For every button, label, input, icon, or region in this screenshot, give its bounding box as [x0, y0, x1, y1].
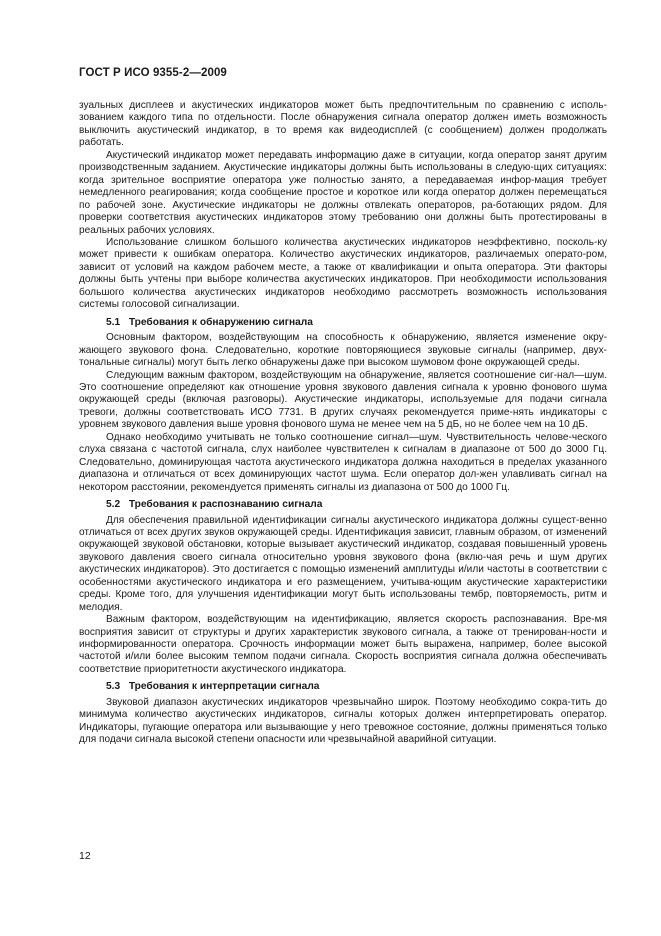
- section-heading-5-1: [79, 317, 607, 329]
- paragraph: Следующим важным фактором, воздействующим на обнаружение, является соотношение сиг-нал—шум. Это соотношение определяют как отношение уровня звукового давления сигнала к уровню фонового шума окружающей среды (включая разговоры). Акустические индикаторы, используемые для подачи сигнала тревоги, должны соответствовать ИСО 7731. В других случаях рекомендуется приме-нять индикаторы с уровнем звукового давления выше уровня фонового шума не менее чем на 5 дБ, но не более чем на 10 дБ.: [79, 369, 607, 431]
- section-heading-5-3: [79, 681, 607, 693]
- paragraph: Основным фактором, воздействующим на способность к обнаружению, является изменение окру-жающего звукового фона. Следовательно, короткие повторяющиеся звуковые сигналы (например, двух-тональные сигналы) могут быть легко обнаружены даже при высоком шумовом фоне окружающей среды.: [79, 332, 607, 369]
- section-title: Требования к распознаванию сигнала: [128, 499, 323, 511]
- section-number: 5.3: [106, 681, 121, 693]
- paragraph: Однако необходимо учитывать не только соотношение сигнал—шум. Чувствительность челове-ческого слуха связана с частотой сигнала, слух наиболее чувствителен к сигналам в диапазоне от 500 до 3000 Гц. Следовательно, доминирующая частота акустического индикатора должна находиться в пределах указанного диапазона и отличаться от всех доминирующих частот шума. Если оператор дол-жен улавливать сигнал на некотором расстоянии, рекомендуется применять сигналы из диапазона от 500 до 1000 Гц.: [79, 431, 607, 493]
- section-title: Требования к обнаружению сигнала: [128, 316, 313, 328]
- paragraph: Для обеспечения правильной идентификации сигналы акустического индикатора должны сущест-венно отличаться от всех других звуков окружающей среды. Идентификация зависит, главным образом, от изменений окружающей звуковой обстановки, которые вызывает акустический индикатор, создавая повышенный уровень звукового давления своего сигнала относительно уровня звукового фона (вклю-чая речь и шум других акустических индикаторов). Это достигается с помощью изменений амплитуды и/или частоты в соответствии с особенностями акустического индикатора и его размещением, учитыва-ющим акустические характеристики среды. Кроме того, для улучшения идентификации могут быть использованы тембр, повторяемость, ритм и мелодия.: [79, 514, 607, 613]
- section-number: 5.2: [106, 499, 121, 511]
- section-number: 5.1: [106, 316, 121, 328]
- section-heading-5-2: [79, 499, 607, 511]
- paragraph: Акустический индикатор может передавать информацию даже в ситуации, когда оператор занят другим производственным заданием. Акустические индикаторы должны быть использованы в следую-щих ситуациях: когда зрительное восприятие оператора уже полностью занято, а передаваемая инфор-мация требует немедленного реагирования; когда сообщение простое и короткое или когда оператор должен перемещаться по рабочей зоне. Акустические индикаторы не должны отвлекать операторов, ра-ботающих рядом. Для проверки соответствия акустических индикаторов этому требованию они должны быть протестированы в реальных рабочих условиях.: [79, 149, 607, 236]
- section-title: Требования к интерпретации сигнала: [128, 681, 320, 693]
- document-header: ГОСТ Р ИСО 9355-2—2009: [79, 67, 227, 79]
- page-body: [79, 100, 607, 747]
- paragraph: Использование слишком большого количества акустических индикаторов неэффективно, посколь-ку может привести к ошибкам оператора. Количество акустических индикаторов, различаемых операто-ром, зависит от условий на каждом рабочем месте, а также от квалификации и опыта оператора. Эти факторы должны быть учтены при выборе количества акустических индикаторов. При необходимости использования большого количества акустических индикаторов необходимо рассмотреть возможность использования системы голосовой сигнализации.: [79, 236, 607, 311]
- page-number: 12: [79, 850, 91, 862]
- paragraph: Важным фактором, воздействующим на идентификацию, является скорость распознавания. Вре-мя восприятия зависит от структуры и других характеристик звукового сигнала, а также от тренирован-ности и информированности оператора. Срочность информации может быть выражена, например, более высокой частотой и/или более высоким темпом подачи сигнала. Скорость восприятия сигнала должна обеспечивать соответствие приоритетности акустического индикатора.: [79, 614, 607, 675]
- paragraph: Звуковой диапазон акустических индикаторов чрезвычайно широк. Поэтому необходимо сокра-тить до минимума количество акустических индикаторов, сигналы которых должен интерпретировать оператор. Индикаторы, пугающие оператора или вызывающие у него тревожное состояние, должны применяться только для подачи сигнала высокой степени опасности или чрезвычайной аварийной ситуации.: [79, 696, 607, 746]
- paragraph: зуальных дисплеев и акустических индикаторов может быть предпочтительным по сравнению с исполь-зованием каждого типа по отдельности. После обнаружения сигнала оператор должен иметь возможность выключить акустический индикатор, в то время как видеодисплей (с сообщением) должен продолжать работать.: [79, 100, 607, 149]
